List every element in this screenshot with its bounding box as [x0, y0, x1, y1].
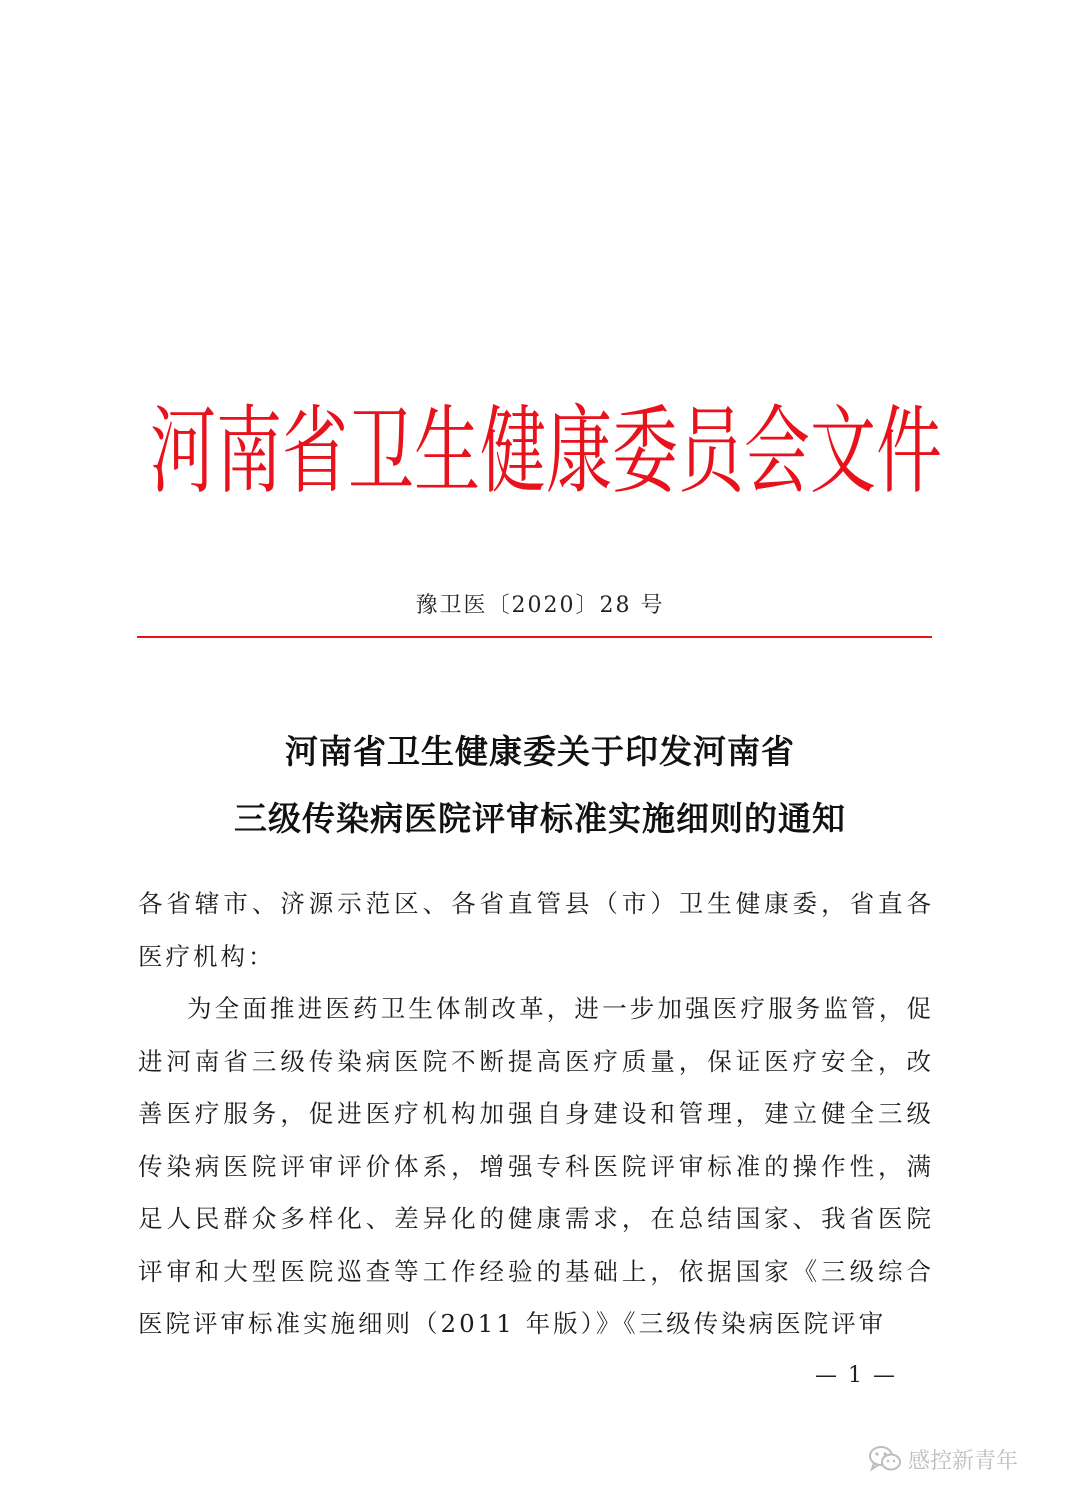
- body-paragraph: 为全面推进医药卫生体制改革，进一步加强医疗服务监管，促进河南省三级传染病医院不断提高医疗质量，保证医疗安全，改善医疗服务，促进医疗机构加强自身建设和管理，建立健全三级传染病医院评审评价体系，增强专科医院评审标准的操作性，满足人民群众多样化、差异化的健康需求，在总结国家、我省医院评审和大型医院巡查等工作经验的基础上，依据国家《三级综合医院评审标准实施细则（2011 年版）》《三级传染病医院评审: [138, 994, 934, 1338]
- watermark: [868, 1442, 1018, 1476]
- document-number: 豫卫医〔2020〕28 号: [415, 593, 665, 618]
- issuer-masthead: 河南省卫生健康委员会文件: [150, 395, 942, 508]
- page-number: — 1 —: [815, 1363, 897, 1388]
- notice-title-line-1: 河南省卫生健康委关于印发河南省: [285, 732, 795, 771]
- notice-title-line-2: 三级传染病医院评审标准实施细则的通知: [234, 799, 846, 838]
- watermark-text: 感控新青年: [908, 1448, 1019, 1474]
- document-body: [138, 878, 934, 1351]
- wechat-icon: [868, 1444, 902, 1474]
- red-divider: [137, 636, 932, 638]
- salutation: 各省辖市、济源示范区、各省直管县（市）卫生健康委，省直各医疗机构：: [138, 889, 934, 971]
